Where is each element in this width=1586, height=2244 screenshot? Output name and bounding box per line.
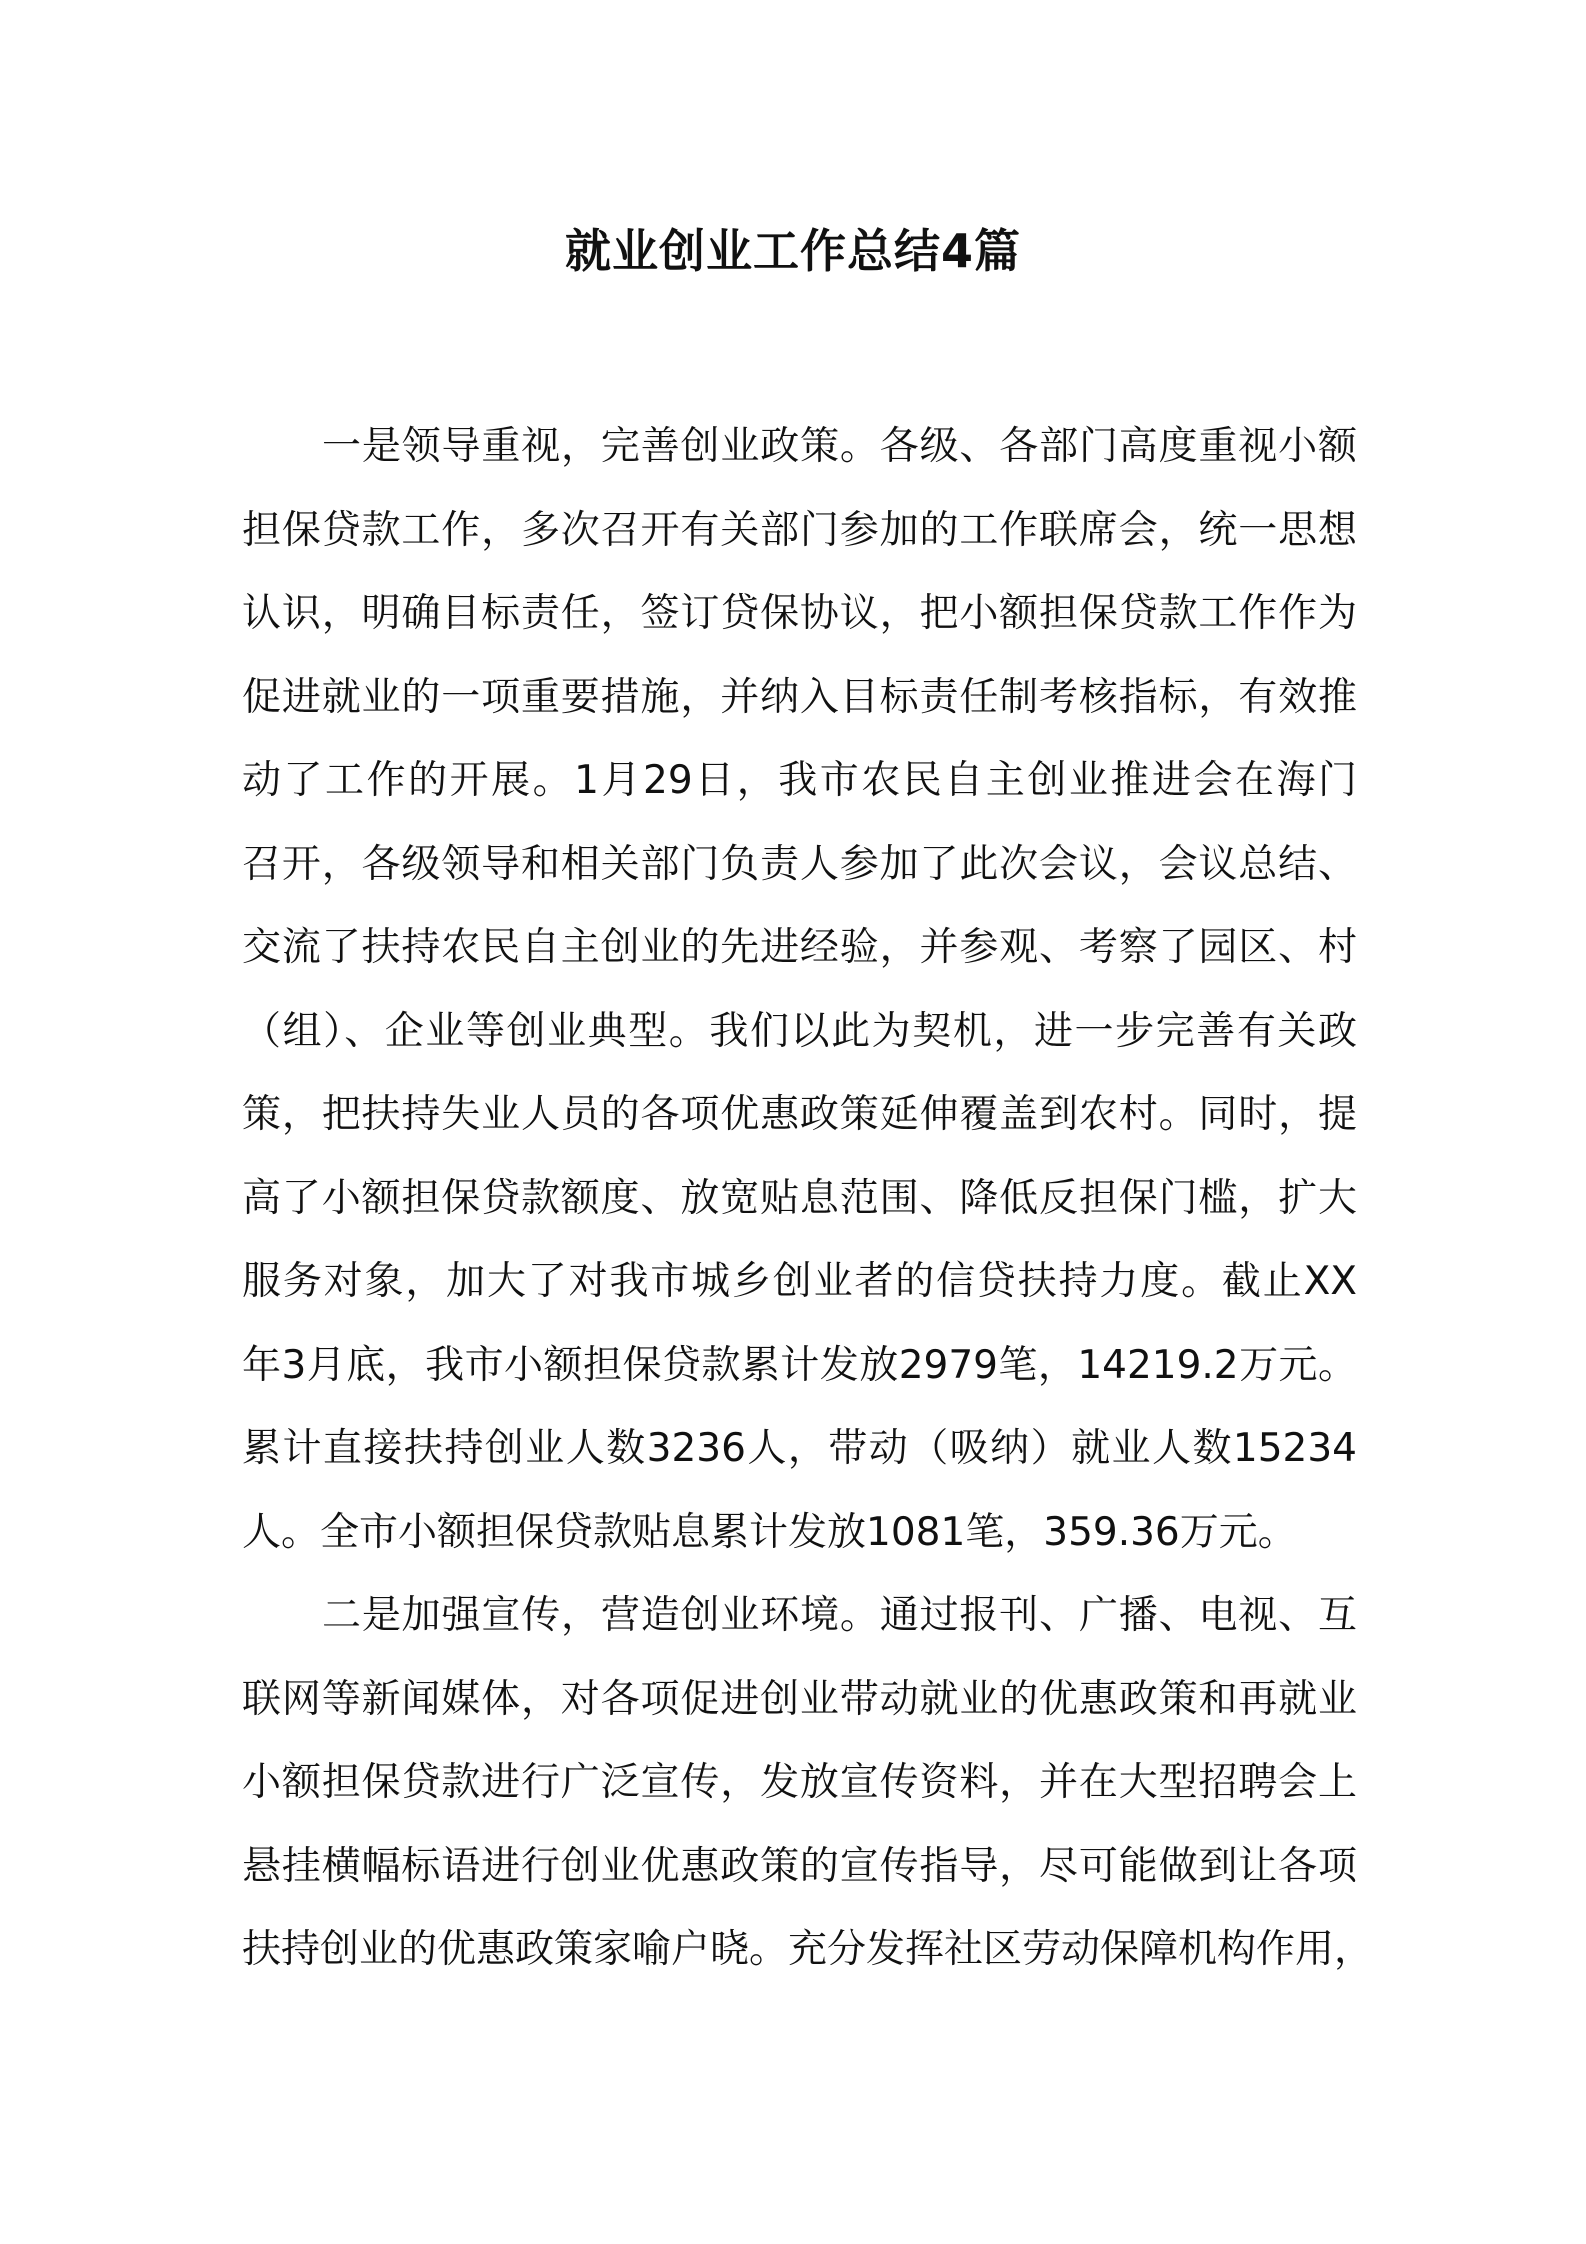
text-line: 召开，各级领导和相关部门负责人参加了此次会议，会议总结、 — [242, 841, 1357, 887]
text-line: 动了工作的开展。1月29日，我市农民自主创业推进会在海门 — [242, 758, 1357, 803]
text-line: 二是加强宣传，营造创业环境。通过报刊、广播、电视、互 — [322, 1593, 1357, 1638]
text-line: 策，把扶持失业人员的各项优惠政策延伸覆盖到农村。同时，提 — [242, 1092, 1357, 1137]
text-line: 累计直接扶持创业人数3236人，带动（吸纳）就业人数15234 — [242, 1426, 1357, 1471]
text-line: 小额担保贷款进行广泛宣传，发放宣传资料，并在大型招聘会上 — [242, 1760, 1357, 1805]
text-line: 联网等新闻媒体，对各项促进创业带动就业的优惠政策和再就业 — [242, 1676, 1357, 1722]
text-line: 担保贷款工作，多次召开有关部门参加的工作联席会，统一思想 — [242, 507, 1357, 553]
text-line: 人。全市小额担保贷款贴息累计发放1081笔，359.36万元。 — [242, 1509, 1297, 1555]
text-line: 服务对象，加大了对我市城乡创业者的信贷扶持力度。截止XX — [242, 1259, 1357, 1304]
text-line: （组）、企业等创业典型。我们以此为契机，进一步完善有关政 — [242, 1008, 1357, 1054]
text-line: 年3月底，我市小额担保贷款累计发放2979笔，14219.2万元。 — [242, 1342, 1357, 1388]
paragraph-1 — [242, 405, 1357, 1574]
text-line: 扶持创业的优惠政策家喻户晓。充分发挥社区劳动保障机构作用， — [242, 1927, 1374, 1972]
text-line: 悬挂横幅标语进行创业优惠政策的宣传指导，尽可能做到让各项 — [242, 1843, 1357, 1889]
text-line: 促进就业的一项重要措施，并纳入目标责任制考核指标，有效推 — [242, 674, 1357, 720]
text-line: 交流了扶持农民自主创业的先进经验，并参观、考察了园区、村 — [242, 925, 1357, 970]
paragraph-2 — [242, 1574, 1374, 1992]
text-line: 认识，明确目标责任，签订贷保协议，把小额担保贷款工作作为 — [242, 591, 1357, 636]
text-line: 一是领导重视，完善创业政策。各级、各部门高度重视小额 — [322, 424, 1357, 469]
document-title: 就业创业工作总结4篇 — [564, 224, 1021, 278]
document-body — [242, 405, 1374, 1992]
text-line: 高了小额担保贷款额度、放宽贴息范围、降低反担保门槛，扩大 — [242, 1175, 1357, 1221]
